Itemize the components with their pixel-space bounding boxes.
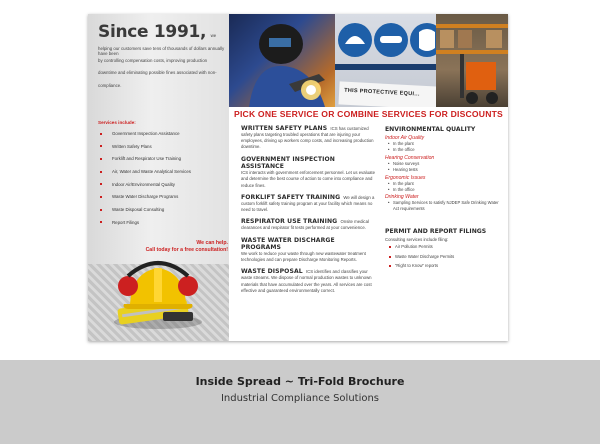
- list-item: • In the office: [388, 147, 503, 153]
- list-item: • In the plant: [388, 141, 503, 147]
- section-title: RESPIRATOR USE TRAINING: [241, 217, 338, 225]
- list-item: • Sampling Services to satisfy NJDEP Safe Drinking Water Act requirements: [388, 200, 503, 212]
- section-body: We work to reduce your waste through new wastewater treatment technologies and can prepare Discharge Monitoring Reports.: [241, 251, 366, 263]
- section-government-inspection: [241, 156, 375, 188]
- section-title: WASTE DISPOSAL: [241, 268, 303, 276]
- since-tail: we have been: [98, 33, 217, 56]
- section-body: ICS interacts with government enforcement personnel. Let us evaluate and determine the best course of action to come into compliance and reduce fines.: [241, 170, 375, 188]
- services-list: [98, 131, 226, 233]
- service-item: Written Safety Plans: [98, 144, 226, 157]
- list-item: Waste Water Discharge Permits: [389, 254, 503, 264]
- service-item: Air, Water and Waste Analytical Services: [98, 169, 226, 182]
- environmental-quality-title: ENVIRONMENTAL QUALITY: [385, 126, 476, 133]
- since-heading: Since 1991,: [98, 22, 207, 42]
- welder-photo: [229, 14, 335, 107]
- service-item: Waste Water Discharge Programs: [98, 194, 226, 207]
- permit-list: [389, 244, 503, 273]
- safety-gear-image: [108, 246, 208, 331]
- section-body: ICS has customized safety plans targeting troubled operations that are injuring your employees, driving up workers comp costs, and increasing production downtime.: [241, 126, 374, 150]
- section-forklift-training: [241, 195, 375, 213]
- caption-subtitle: Industrial Compliance Solutions: [220, 393, 380, 404]
- left-panel: [88, 14, 229, 341]
- service-item: Waste Disposal Consulting: [98, 207, 226, 220]
- permit-title: PERMIT AND REPORT FILINGS: [385, 228, 487, 236]
- discount-headline: PICK ONE SERVICE OR COMBINE SERVICES FOR DISCOUNTS: [234, 109, 503, 119]
- subheading-drinking-water: Drinking Water: [385, 194, 419, 201]
- protective-sign-text: THIS PROTECTIVE EQUI...: [338, 81, 436, 107]
- section-body: Onsite medical clearances and respirator fit tests performed at your convenience.: [241, 218, 369, 231]
- list-item: • Hearing tests: [388, 167, 503, 173]
- section-title: FORKLIFT SAFETY TRAINING: [241, 193, 341, 201]
- help-line-1: We can help.: [196, 240, 228, 246]
- permit-section: [385, 228, 503, 273]
- list-item: • In the office: [388, 187, 503, 193]
- photo-strip: [229, 14, 508, 107]
- list-item: • In the plant: [388, 181, 503, 187]
- subheading-hearing: Hearing Conservation: [385, 154, 435, 161]
- section-body: ICS identifies and classifies your waste streams. We dispose of normal production wastes to unknown materials that have accumulated over the years. All services are cost effective and guaranteed environmentally correct.: [241, 269, 372, 293]
- right-column: [385, 126, 503, 273]
- list-item: “Right to Know” reports: [389, 263, 503, 273]
- intro-text: helping our customers save tens of thousands of dollars annually by controlling compensation costs, improving production downtime and eliminating possible fines associated with non-compliance.: [98, 46, 225, 88]
- welder-icon: [229, 14, 335, 107]
- service-item: Forklift and Respirator Use Training: [98, 156, 226, 169]
- ergonomic-list: [388, 181, 503, 193]
- section-title: WASTE WATER DISCHARGE PROGRAMS: [241, 237, 335, 252]
- service-item: Indoor Air/Environmental Quality: [98, 182, 226, 195]
- section-written-safety-plans: [241, 126, 375, 150]
- hard-hat-icon: [108, 246, 208, 331]
- help-line-2: Call today for a free consultation!: [145, 247, 228, 253]
- indoor-air-list: [388, 141, 503, 153]
- drinking-water-list: [388, 200, 503, 212]
- services-heading: Services include:: [98, 120, 136, 125]
- caption-band: [0, 360, 600, 444]
- section-title: WRITTEN SAFETY PLANS: [241, 125, 328, 132]
- list-item: Air Pollution Permits: [389, 244, 503, 254]
- middle-column: [241, 126, 375, 300]
- warehouse-forklift-photo: [436, 14, 508, 107]
- hearing-list: [388, 161, 503, 173]
- section-body: We will design a custom forklift safety training program at your facility which means no need to travel.: [241, 194, 375, 212]
- forklift-icon: [436, 14, 508, 107]
- permit-intro: Consulting services include filing:: [385, 237, 449, 243]
- caption-title: Inside Spread ~ Tri-Fold Brochure: [195, 375, 405, 388]
- section-respirator-training: [241, 219, 375, 231]
- section-title: GOVERNMENT INSPECTION ASSISTANCE: [241, 156, 335, 171]
- safety-signs-photo: [335, 14, 436, 107]
- subheading-indoor-air: Indoor Air Quality: [385, 135, 425, 141]
- brochure-inside-spread: [88, 14, 508, 341]
- service-item: Government Inspection Assistance: [98, 131, 226, 144]
- service-item: Report Filings: [98, 220, 226, 233]
- section-waste-disposal: [241, 269, 375, 293]
- subheading-ergonomic: Ergonomic Issues: [385, 174, 426, 181]
- list-item: • Noise surveys: [388, 161, 503, 167]
- section-waste-water: [241, 237, 375, 263]
